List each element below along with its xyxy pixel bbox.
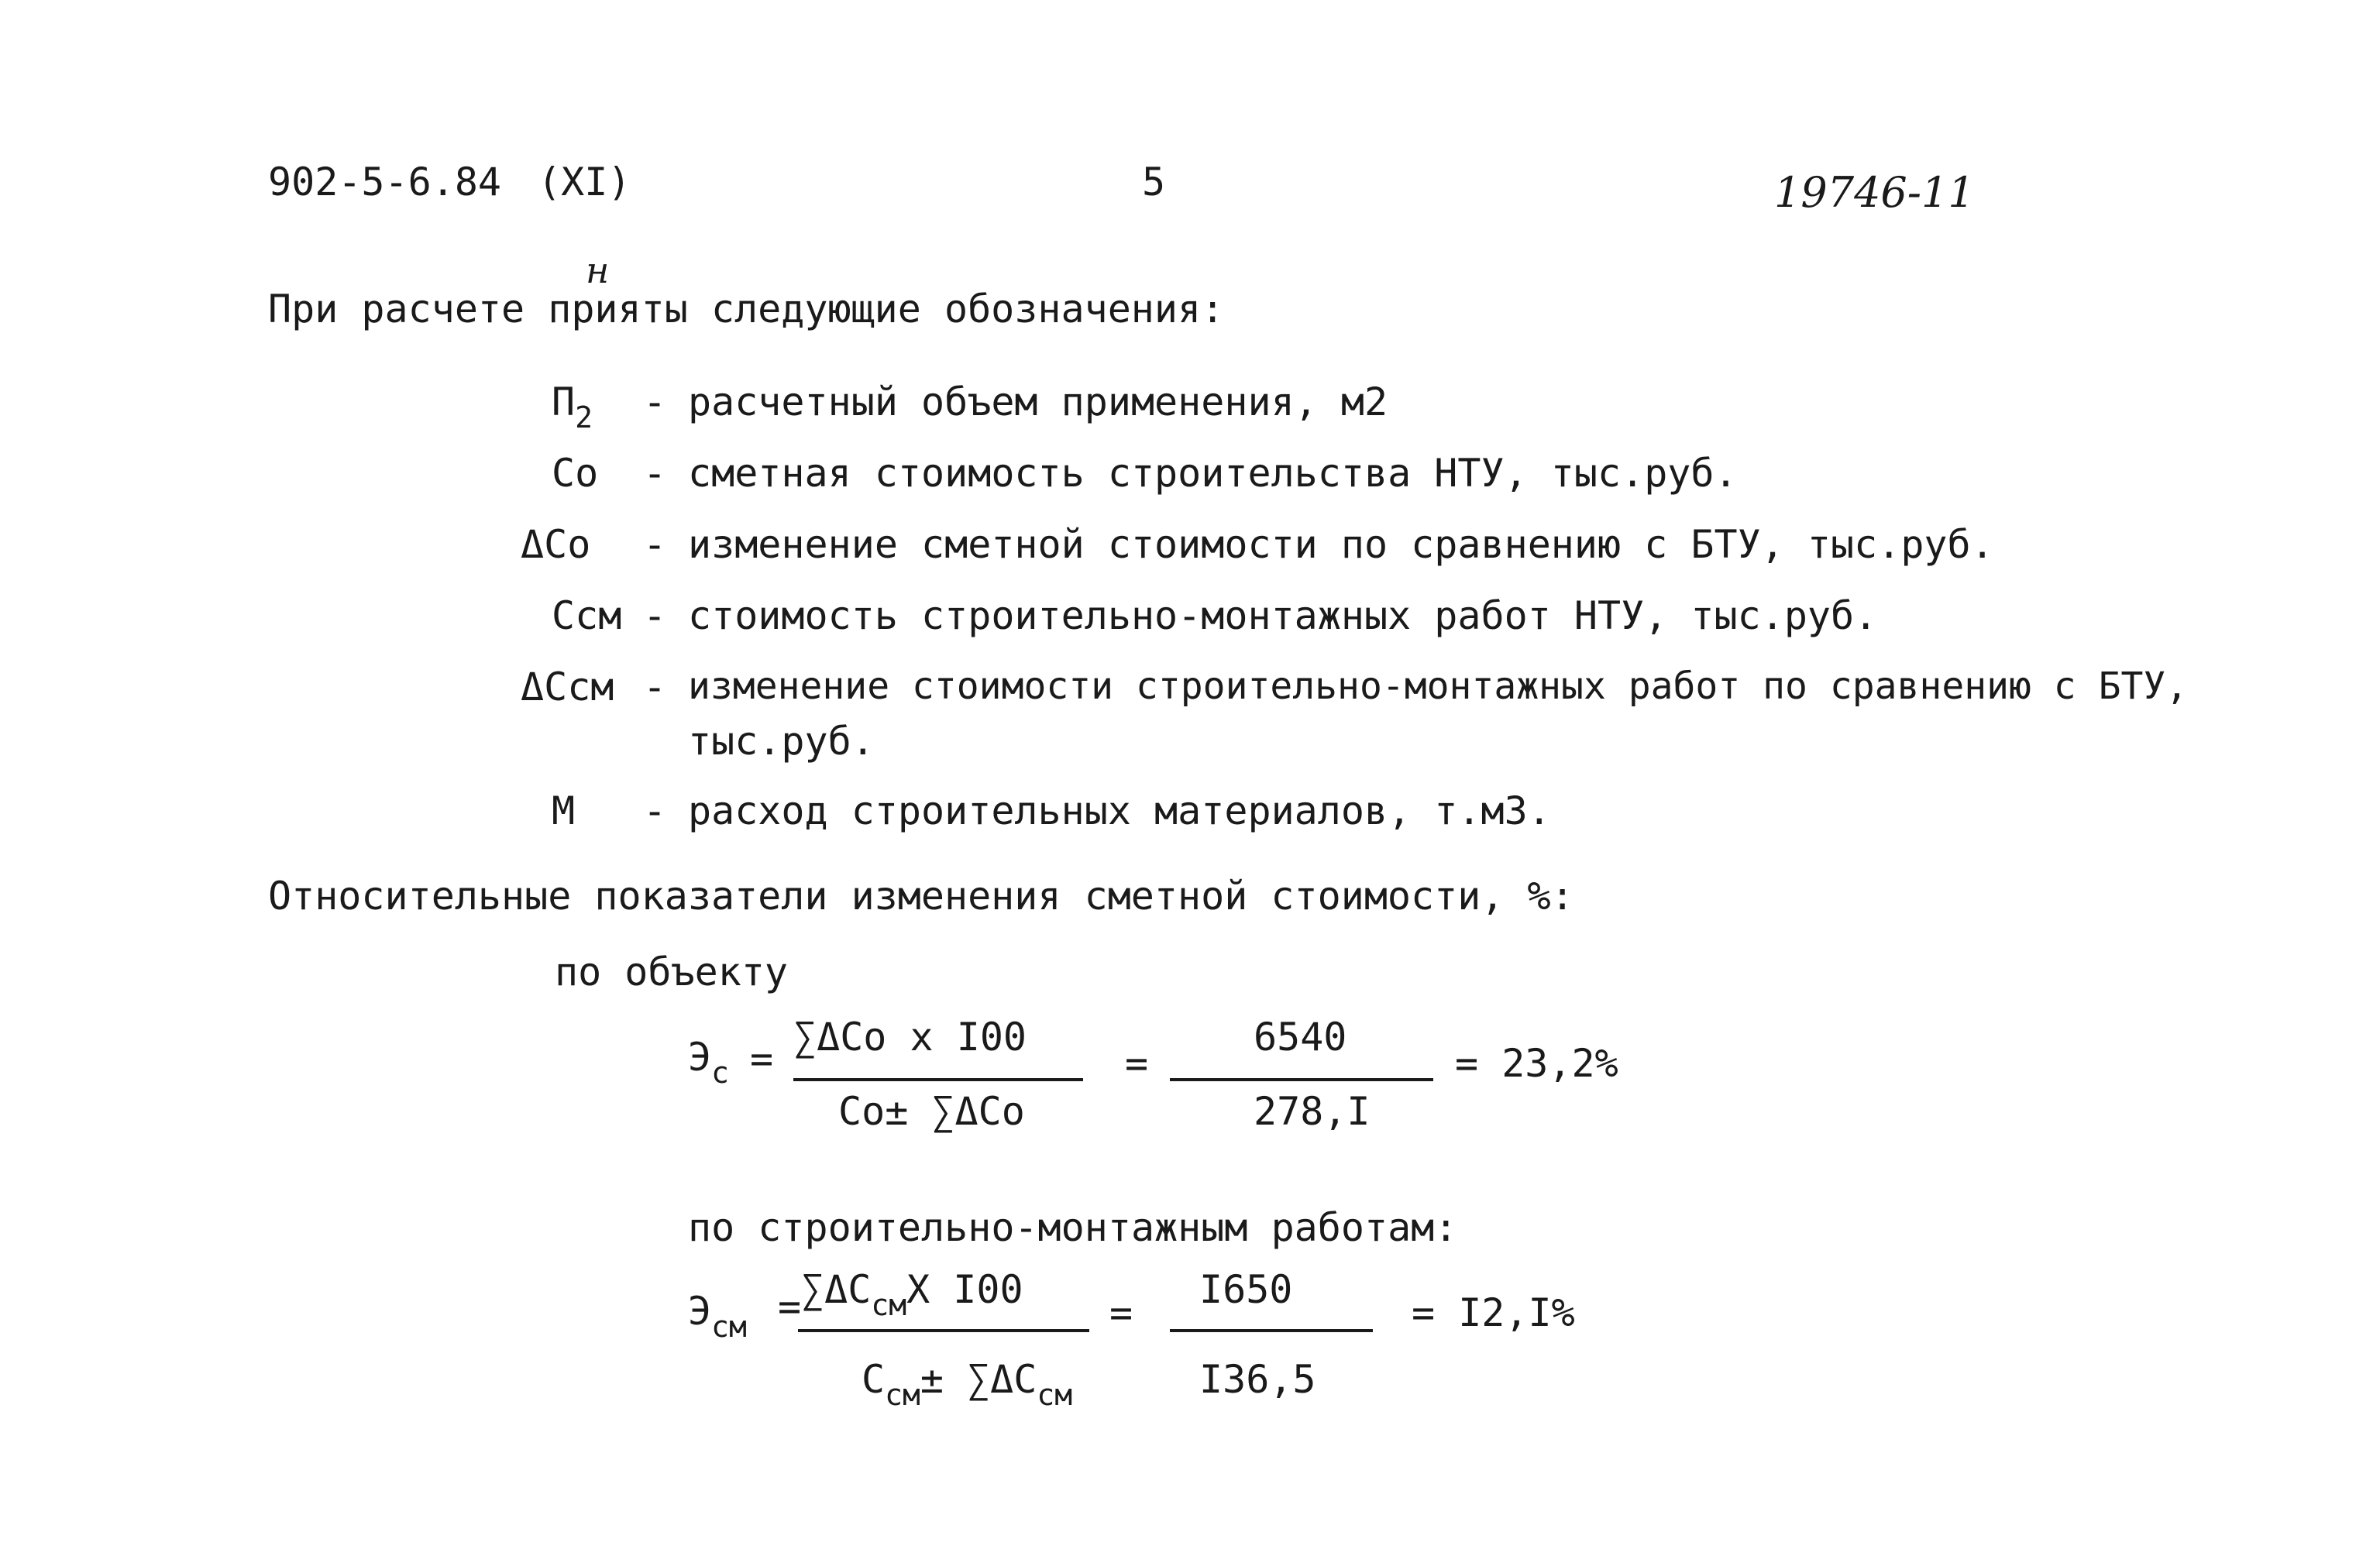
definition-dash: - [643,665,667,709]
definition-text-continuation: тыс.руб. [688,719,875,764]
page-number: 5 [1142,160,1166,204]
formula1-fraction-bar [793,1078,1083,1081]
definition-text: изменение стоимости строительно-монтажных работ по сравнению с БТУ, [688,665,2189,708]
definition-symbol: $П_2$ [552,380,593,435]
formula1-denominator: Со± ∑ΔСо [838,1089,1025,1134]
formula2-denominator: $С_{см}\pm \sum\Delta С_{см}$ [862,1357,1073,1412]
definition-text: изменение сметной стоимости по сравнению с БТУ, тыс.руб. [688,522,1994,567]
relative-indicators-heading: Относительные показатели изменения сметной стоимости, %: [268,874,1574,919]
formula2-value-numerator: I650 [1199,1267,1293,1312]
formula1-lhs: $Э_с$ [688,1035,729,1090]
formula-label-object: по объекту [555,950,789,994]
formula2-fraction-bar [798,1329,1089,1332]
definition-symbol: ΔСо [521,522,591,567]
definition-symbol: ΔСсм [521,665,614,709]
definition-dash: - [643,788,667,833]
formula2-result: = I2,I% [1412,1290,1575,1335]
formula2-value-denominator: I36,5 [1199,1357,1316,1402]
formula1-value-denominator: 278,I [1254,1089,1371,1134]
definition-text: расход строительных материалов, т.м3. [688,788,1551,833]
definition-text: стоимость строительно-монтажных работ НТУ, тыс.руб. [688,593,1878,638]
formula2-value-bar [1170,1329,1373,1332]
definition-text: сметная стоимость строительства НТУ, тыс.руб. [688,451,1738,496]
definition-text: расчетный объем применения, м2 [688,380,1388,424]
formula2-equals-2: = [1109,1290,1133,1335]
formula1-equals: = [750,1036,774,1081]
definition-dash: - [643,380,667,424]
definition-symbol: Ссм [552,593,622,638]
handwritten-correction: н [586,249,610,291]
definition-symbol: Со [552,451,599,496]
formula1-numerator: ∑ΔСо х I00 [793,1015,1027,1060]
formula1-value-bar [1170,1078,1433,1081]
document-code: 902-5-6.84 [268,160,502,204]
definition-symbol: М [552,788,576,833]
intro-text: При расчете прияты следующие обозначения: [268,287,1225,331]
definition-dash: - [643,451,667,496]
definition-dash: - [643,593,667,638]
formula1-value-numerator: 6540 [1254,1015,1347,1060]
formula1-equals-2: = [1125,1041,1149,1086]
formula2-equals: = [778,1284,802,1329]
definition-dash: - [643,522,667,567]
formula2-lhs: $Э_{см}$ [688,1289,747,1344]
formula-label-construction: по строительно-монтажным работам: [688,1205,1458,1250]
formula2-numerator: $\sum\Delta С_{см}Х$ I00 [801,1267,1023,1322]
document-part: (XI) [538,160,631,204]
formula1-result: = 23,2% [1455,1041,1618,1086]
handwritten-archive-number: 19746-11 [1774,168,1975,217]
